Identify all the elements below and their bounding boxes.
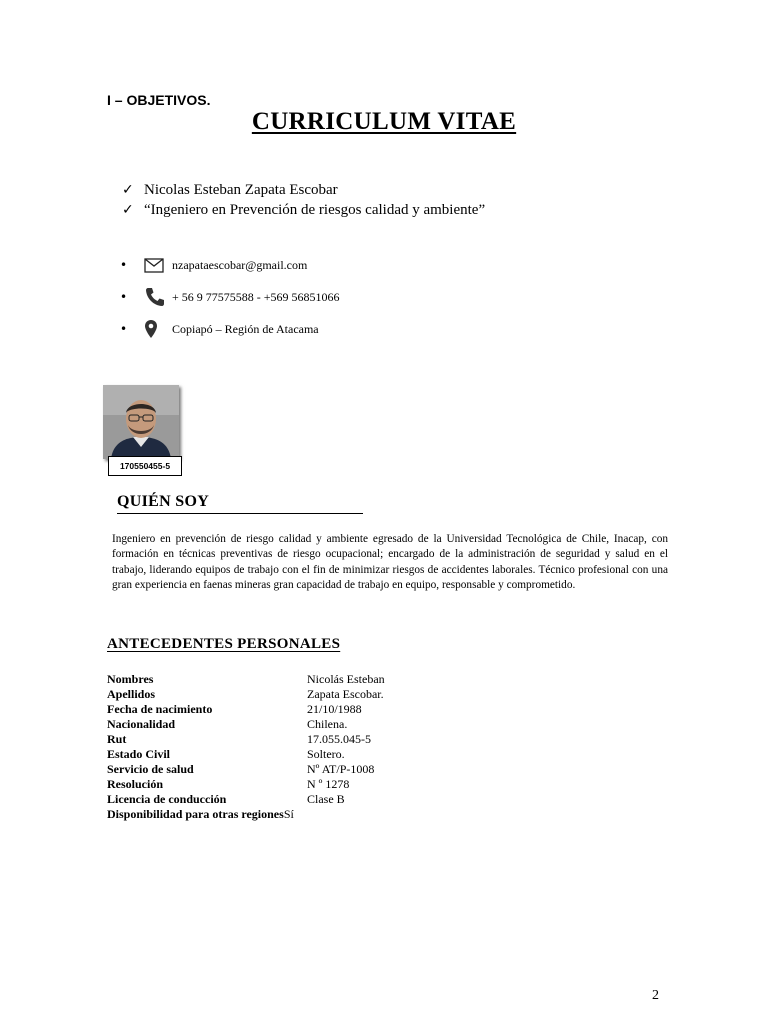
field-value: N º 1278 bbox=[307, 777, 350, 791]
field-label: Estado Civil bbox=[107, 747, 171, 761]
table-row bbox=[107, 672, 385, 687]
field-label: Fecha de nacimiento bbox=[107, 702, 213, 716]
document-title-text: CURRICULUM VITAE bbox=[251, 108, 517, 135]
table-row bbox=[107, 777, 385, 792]
section-heading-objetivos: I – OBJETIVOS. bbox=[107, 92, 211, 108]
phone-text: + 56 9 77575588 - +569 56851066 bbox=[172, 289, 340, 304]
checkmark-icon: ✓ bbox=[122, 182, 134, 198]
quien-soy-paragraph: Ingeniero en prevención de riesgo calidad y ambiente egresado de la Universidad Tecnológica de Chile, Inacap, con formación en técnicas preventivas de riesgo ocupacional; encargado de la administración de seguridad y salud en el trabajo, liderando equipos de trabajo con el fin de minimizar riesgos de accidentes laborales. Técnico profesional con una gran experiencia en faenas mineras gran capacidad de trabajo en equipo, responsable y comprometido. bbox=[112, 533, 668, 591]
field-label: Apellidos bbox=[107, 687, 156, 701]
table-row bbox=[107, 732, 385, 747]
location-text: Copiapó – Región de Atacama bbox=[172, 321, 319, 336]
field-value: 17.055.045-5 bbox=[307, 732, 371, 746]
bullet-icon: • bbox=[120, 258, 128, 272]
checklist-text: “Ingeniero en Prevención de riesgos calidad y ambiente” bbox=[144, 202, 486, 218]
contact-phone-row bbox=[120, 286, 340, 308]
field-value: Nicolás Esteban bbox=[307, 672, 385, 686]
checklist-item-profession bbox=[122, 200, 485, 220]
field-label: Servicio de salud bbox=[107, 762, 194, 776]
phone-icon bbox=[144, 286, 172, 308]
document-title bbox=[0, 108, 768, 136]
table-row bbox=[107, 702, 385, 717]
field-value: Sí bbox=[283, 807, 294, 821]
checklist-item-name bbox=[122, 180, 485, 200]
bullet-icon: • bbox=[120, 322, 128, 336]
field-label: Resolución bbox=[107, 777, 164, 791]
field-label: Rut bbox=[107, 732, 127, 746]
field-value: Nº AT/P-1008 bbox=[307, 762, 375, 776]
email-text[interactable]: nzapataescobar@gmail.com bbox=[172, 257, 308, 272]
table-row bbox=[107, 687, 385, 702]
table-row bbox=[107, 717, 385, 732]
profile-photo bbox=[103, 385, 179, 459]
field-value: Clase B bbox=[307, 792, 345, 806]
bullet-icon: • bbox=[120, 290, 128, 304]
field-label: Disponibilidad para otras regiones bbox=[107, 807, 284, 821]
checkmark-icon: ✓ bbox=[122, 202, 134, 218]
table-row bbox=[107, 807, 385, 822]
location-pin-icon bbox=[144, 318, 172, 340]
field-label: Nacionalidad bbox=[107, 717, 176, 731]
photo-id-label: 170550455-5 bbox=[108, 456, 182, 476]
page-number: 2 bbox=[652, 988, 659, 1003]
table-row bbox=[107, 792, 385, 807]
checklist-text: Nicolas Esteban Zapata Escobar bbox=[144, 182, 338, 198]
field-value: Soltero. bbox=[307, 747, 345, 761]
personal-details-table bbox=[107, 672, 385, 822]
antecedentes-heading: ANTECEDENTES PERSONALES bbox=[107, 636, 341, 652]
quien-soy-heading: QUIÉN SOY bbox=[117, 493, 363, 514]
table-row bbox=[107, 747, 385, 762]
field-label: Nombres bbox=[107, 672, 154, 686]
field-value: Chilena. bbox=[307, 717, 348, 731]
table-row bbox=[107, 762, 385, 777]
objective-checklist bbox=[122, 180, 485, 220]
field-label: Licencia de conducción bbox=[107, 792, 227, 806]
field-value: Zapata Escobar. bbox=[307, 687, 384, 701]
contact-location-row bbox=[120, 318, 319, 340]
contact-email-row bbox=[120, 254, 307, 276]
field-value: 21/10/1988 bbox=[307, 702, 362, 716]
envelope-icon bbox=[144, 254, 172, 276]
